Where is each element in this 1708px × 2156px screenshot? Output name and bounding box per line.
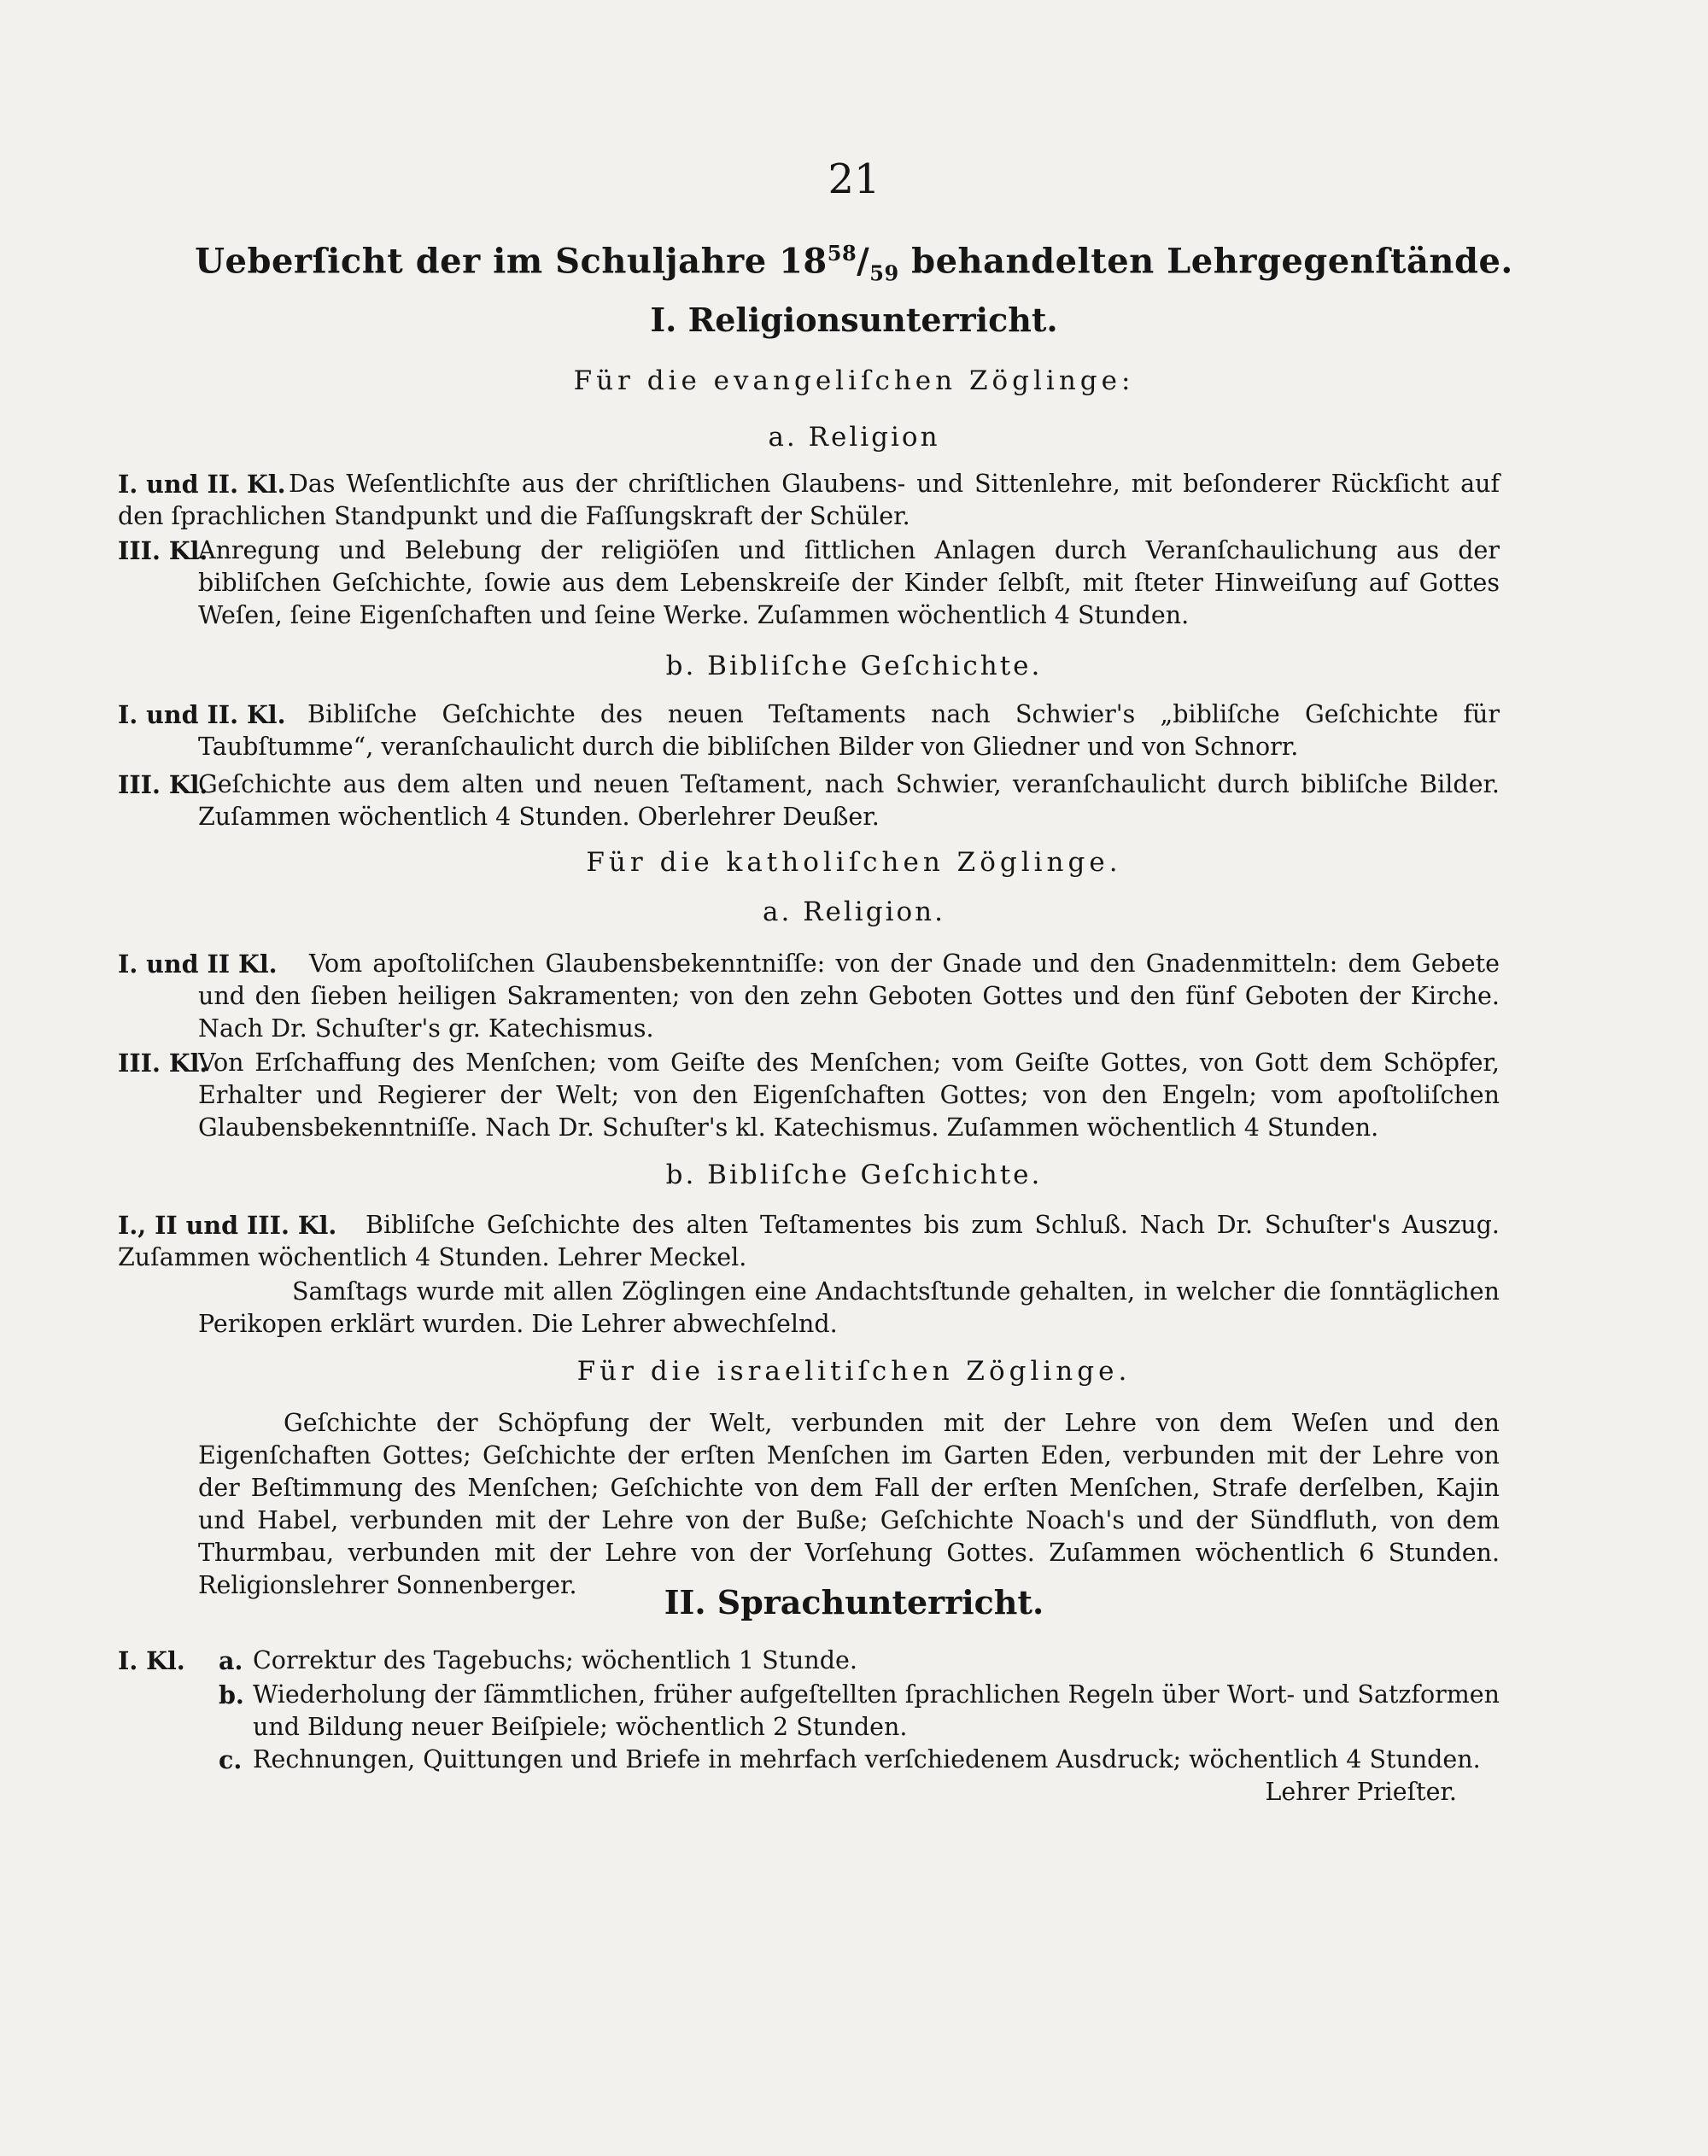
catholic-religion-heading: a. Religion. [763,897,945,927]
entry-text: Anregung und Belebung der religiöſen und ſittlichen Anlagen durch Veranſchaulichung aus der bibliſchen Geſchichte, ſowie aus dem Lebenskreiſe der Kinder ſelbſt, mit ſteter Hinweiſung auf Gottes Weſen, ſeine Eigenſchaften und ſeine Werke. Zuſammen wöchentlich 4 Stunden. [198,536,1500,629]
section-heading-religion: I. Religionsunterricht. [650,301,1058,339]
entry-text: Bibliſche Geſchichte des neuen Teſtaments nach Schwier's „bibliſche Geſchichte für Taubſtumme“, veranſchaulicht durch die bibliſchen Bilder von Gliedner und von Schnorr. [198,700,1500,761]
item-label: b. [219,1680,244,1709]
page-number: 21 [828,155,880,203]
entry-label: I. und II Kl. [118,949,278,979]
entry-text: Bibliſche Geſchichte des alten Teſtamentes bis zum Schluß. Nach Dr. Schuſter's Auszug. Zuſammen wöchentlich 4 Stunden. Lehrer Meckel. [118,1211,1500,1271]
entry-text: Von Erſchaffung des Menſchen; vom Geiſte des Menſchen; vom Geiſte Gottes, von Gott dem Schöpfer, Erhalter und Regierer der Welt; von den Eigenſchaften Gottes; von den Engeln; vom apoſtoliſchen Glaubensbekenntniſſe. Nach Dr. Schuſter's kl. Katechismus. Zuſammen wöchentlich 4 Stunden. [198,1049,1500,1142]
item-text: Rechnungen, Quittungen und Briefe in mehrfach verſchiedenem Ausdruck; wöchentlich 4 Stunden. [253,1745,1481,1773]
entry-label: I. und II. Kl. [118,470,286,499]
title-text-after: behandelten Lehrgegenſtände. [898,241,1513,282]
evangelical-religion-heading: a. Religion [768,422,940,453]
item-text: Correktur des Tagebuchs; wöchentlich 1 Stunde. [253,1646,857,1674]
evangelical-bible-heading: b. Bibliſche Geſchichte. [665,651,1043,681]
entry-text: Geſchichte aus dem alten und neuen Teſtament, nach Schwier, veranſchaulicht durch bibliſche Bilder. Zuſammen wöchentlich 4 Stunden. Oberlehrer Deußer. [198,770,1500,831]
entry-label: I., II und III. Kl. [118,1211,337,1240]
title-year-sub: 59 [869,260,899,286]
teacher-name: Lehrer Prieſter. [1265,1778,1457,1806]
entry-label: III. Kl. [118,1049,208,1078]
entry-label: I. und II. Kl. [118,700,286,729]
title-slash: / [857,241,870,282]
item-label: a. [219,1646,243,1675]
entry-label: III. Kl. [118,770,208,799]
item-text: Wiederholung der ſämmtlichen, früher aufgeſtellten ſprachlichen Regeln über Wort- und Satzformen und Bildung neuer Beiſpiele; wöchentlich 2 Stunden. [253,1680,1500,1741]
entry-label: III. Kl. [118,536,208,565]
evangelical-heading: Für die evangeliſchen Zöglinge: [573,365,1135,396]
title-year-sup: 58 [827,241,857,266]
title-text-before: Ueberſicht der im Schuljahre 18 [195,241,828,282]
catholic-bible-heading: b. Bibliſche Geſchichte. [665,1160,1043,1190]
catholic-note: Samſtags wurde mit allen Zöglingen eine Andachtsſtunde gehalten, in welcher die ſonntäglichen Perikopen erklärt wurden. Die Lehrer abwechſelnd. [198,1277,1500,1338]
entry-label: I. Kl. [118,1646,185,1675]
section-heading-language: II. Sprachunterricht. [664,1583,1044,1621]
page-title [0,241,1708,285]
entry-text: Vom apoſtoliſchen Glaubensbekenntniſſe: von der Gnade und den Gnadenmitteln: dem Gebete und den ſieben heiligen Sakramenten; von den zehn Geboten Gottes und den fünf Geboten der Kirche. Nach Dr. Schuſter's gr. Katechismus. [198,949,1500,1043]
catholic-heading: Für die katholiſchen Zöglinge. [586,847,1122,878]
israelite-text: Geſchichte der Schöpfung der Welt, verbunden mit der Lehre von dem Weſen und den Eigenſchaften Gottes; Geſchichte der erſten Menſchen im Garten Eden, verbunden mit der Lehre von der Beſtimmung des Menſchen; Geſchichte von dem Fall der erſten Menſchen, Strafe derſelben, Kajin und Habel, verbunden mit der Lehre von der Buße; Geſchichte Noach's und der Sündfluth, von dem Thurmbau, verbunden mit der Lehre von der Vorſehung Gottes. Zuſammen wöchentlich 6 Stunden. Religionslehrer Sonnenberger. [198,1409,1500,1599]
israelite-heading: Für die israelitiſchen Zöglinge. [576,1356,1132,1387]
entry-text: Das Weſentlichſte aus der chriſtlichen Glaubens- und Sittenlehre, mit beſonderer Rückſicht auf den ſprachlichen Standpunkt und die Faſſungskraft der Schüler. [118,470,1500,530]
item-label: c. [219,1745,243,1774]
